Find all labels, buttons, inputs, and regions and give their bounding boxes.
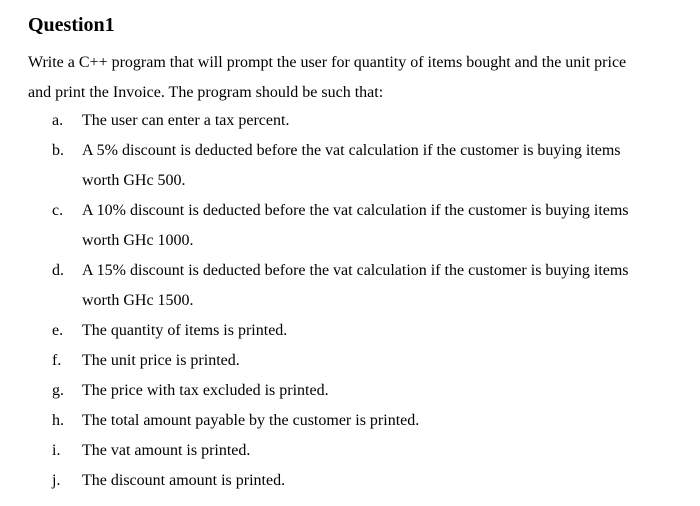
- list-item-text: [82, 316, 682, 346]
- list-item-line: worth GHc 1500.: [82, 292, 194, 309]
- list-item-line: worth GHc 1000.: [82, 232, 194, 249]
- list-item-line: worth GHc 500.: [82, 172, 186, 189]
- list-item-h: [0, 406, 700, 436]
- list-marker: f.: [52, 352, 62, 369]
- list-item-line: The quantity of items is printed.: [82, 322, 288, 339]
- list-marker: i.: [52, 442, 61, 459]
- list-item-f: [0, 346, 700, 376]
- list-item-line: The price with tax excluded is printed.: [82, 382, 329, 399]
- list-marker: d.: [52, 262, 64, 279]
- list-item-e: [0, 316, 700, 346]
- list-item-c: [0, 196, 700, 256]
- list-item-j: [0, 466, 700, 496]
- list-item-line: The user can enter a tax percent.: [82, 112, 290, 129]
- list-item-text: [82, 376, 682, 406]
- list-marker: e.: [52, 322, 64, 339]
- list-marker: h.: [52, 412, 64, 429]
- list-item-g: [0, 376, 700, 406]
- intro-line-1: Write a C++ program that will prompt the user for quantity of items bought and the unit price: [28, 54, 627, 71]
- intro-line-2: and print the Invoice. The program should be such that:: [28, 84, 384, 101]
- list-marker: c.: [52, 202, 64, 219]
- list-item-line: The vat amount is printed.: [82, 442, 251, 459]
- list-item-text: [82, 436, 682, 466]
- list-item-b: [0, 136, 700, 196]
- list-item-text: [82, 346, 682, 376]
- question-intro: [28, 48, 688, 108]
- list-item-a: [0, 106, 700, 136]
- list-item-line: The total amount payable by the customer is printed.: [82, 412, 420, 429]
- list-item-line: A 10% discount is deducted before the vat calculation if the customer is buying items: [82, 202, 629, 219]
- list-item-text: [82, 136, 682, 196]
- list-marker: g.: [52, 382, 64, 399]
- list-item-line: A 5% discount is deducted before the vat calculation if the customer is buying items: [82, 142, 621, 159]
- list-item-line: The discount amount is printed.: [82, 472, 286, 489]
- list-item-text: [82, 196, 682, 256]
- list-item-line: The unit price is printed.: [82, 352, 240, 369]
- list-item-text: [82, 406, 682, 436]
- list-item-line: A 15% discount is deducted before the vat calculation if the customer is buying items: [82, 262, 629, 279]
- list-item-i: [0, 436, 700, 466]
- list-marker: a.: [52, 112, 64, 129]
- list-item-d: [0, 256, 700, 316]
- requirements-list: [0, 106, 700, 496]
- list-marker: b.: [52, 142, 64, 159]
- list-item-text: [82, 256, 682, 316]
- list-item-text: [82, 466, 682, 496]
- question-heading: Question1: [28, 14, 115, 36]
- list-item-text: [82, 106, 682, 136]
- list-marker: j.: [52, 472, 61, 489]
